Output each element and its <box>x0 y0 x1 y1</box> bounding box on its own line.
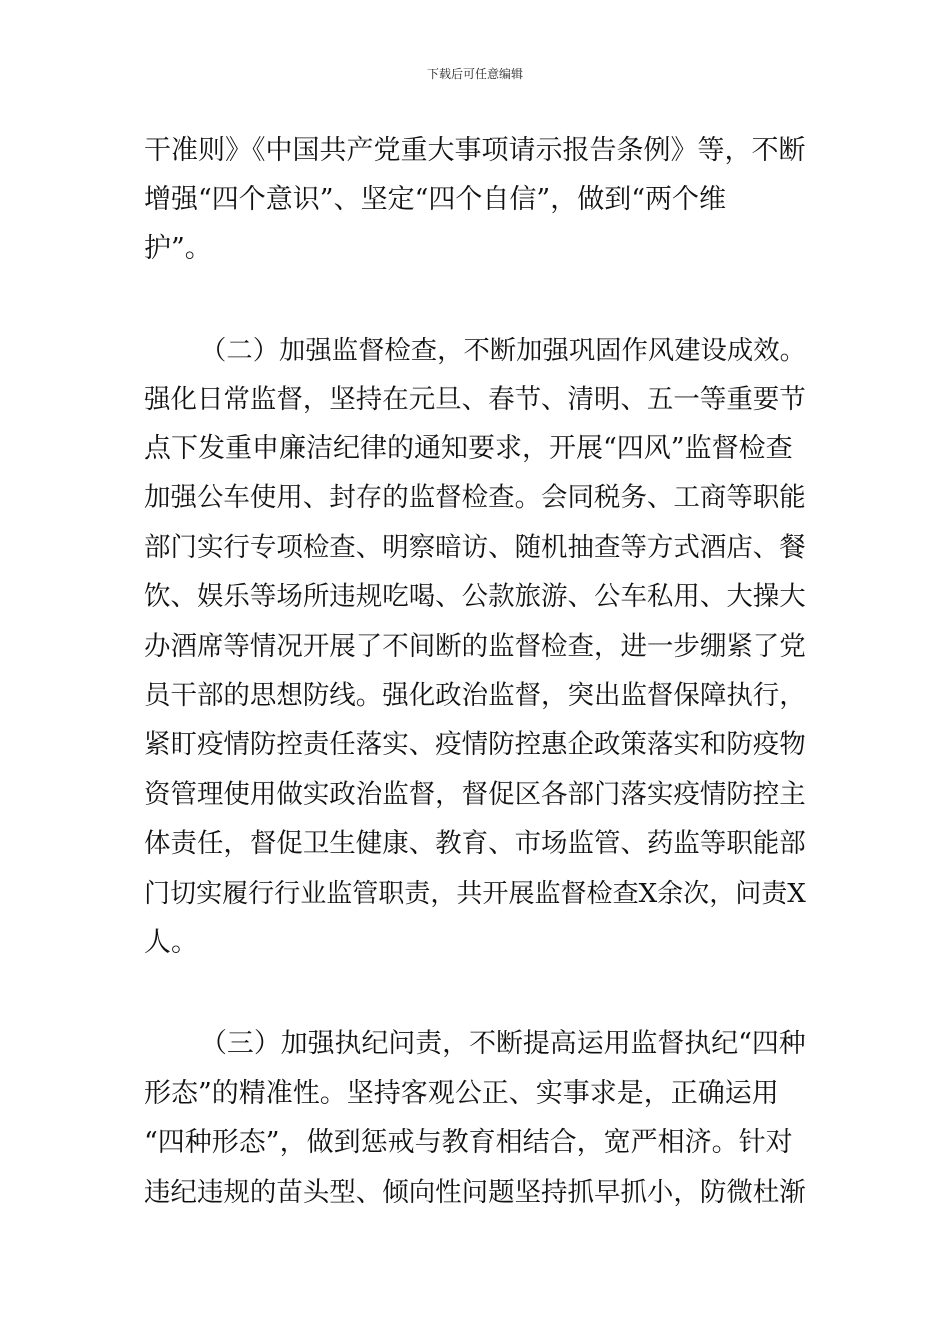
paragraph-2-line-5: 部门实行专项检查、明察暗访、随机抽查等方式酒店、餐 <box>144 532 806 563</box>
paragraph-2-line-11: 体责任，督促卫生健康、教育、市场监管、药监等职能部 <box>144 828 806 859</box>
paragraph-2-line-2: 强化日常监督，坚持在元旦、春节、清明、五一等重要节 <box>144 384 806 415</box>
paragraph-2-line-1: （二）加强监督检查，不断加强巩固作风建设成效。 <box>200 336 806 366</box>
paragraph-3-line-2: 形态”的精准性。坚持客观公正、实事求是，正确运用 <box>144 1078 779 1109</box>
paragraph-3-line-4: 违纪违规的苗头型、倾向性问题坚持抓早抓小，防微杜渐 <box>144 1177 806 1208</box>
paragraph-2-line-6: 饮、娱乐等场所违规吃喝、公款旅游、公车私用、大操大 <box>144 581 806 612</box>
paragraph-2-line-10: 资管理使用做实政治监督，督促区各部门落实疫情防控主 <box>144 779 806 810</box>
paragraph-1-line-2: 增强“四个意识”、坚定“四个自信”，做到“两个维 <box>144 184 727 215</box>
paragraph-2-line-3: 点下发重申廉洁纪律的通知要求，开展“四风”监督检查 <box>144 433 793 464</box>
paragraph-2-line-13: 人。 <box>144 927 198 958</box>
paragraph-2-line-4: 加强公车使用、封存的监督检查。会同税务、工商等职能 <box>144 482 806 513</box>
paragraph-3-line-3: “四种形态”，做到惩戒与教育相结合，宽严相济。针对 <box>144 1127 793 1158</box>
paragraph-3-line-1: （三）加强执纪问责，不断提高运用监督执纪“四种 <box>200 1028 806 1059</box>
paragraph-1-line-3: 护”。 <box>144 233 212 264</box>
paragraph-2-line-12: 门切实履行行业监管职责，共开展监督检查X余次，问责X <box>144 879 806 909</box>
page-header: 下载后可任意编辑 <box>426 67 523 81</box>
paragraph-2-line-7: 办酒席等情况开展了不间断的监督检查，进一步绷紧了党 <box>144 631 806 662</box>
paragraph-1-line-1: 干准则》《中国共产党重大事项请示报告条例》等，不断 <box>144 135 806 166</box>
paragraph-2-line-9: 紧盯疫情防控责任落实、疫情防控惠企政策落实和防疫物 <box>144 729 806 760</box>
paragraph-2-line-8: 员干部的思想防线。强化政治监督，突出监督保障执行， <box>144 680 806 711</box>
